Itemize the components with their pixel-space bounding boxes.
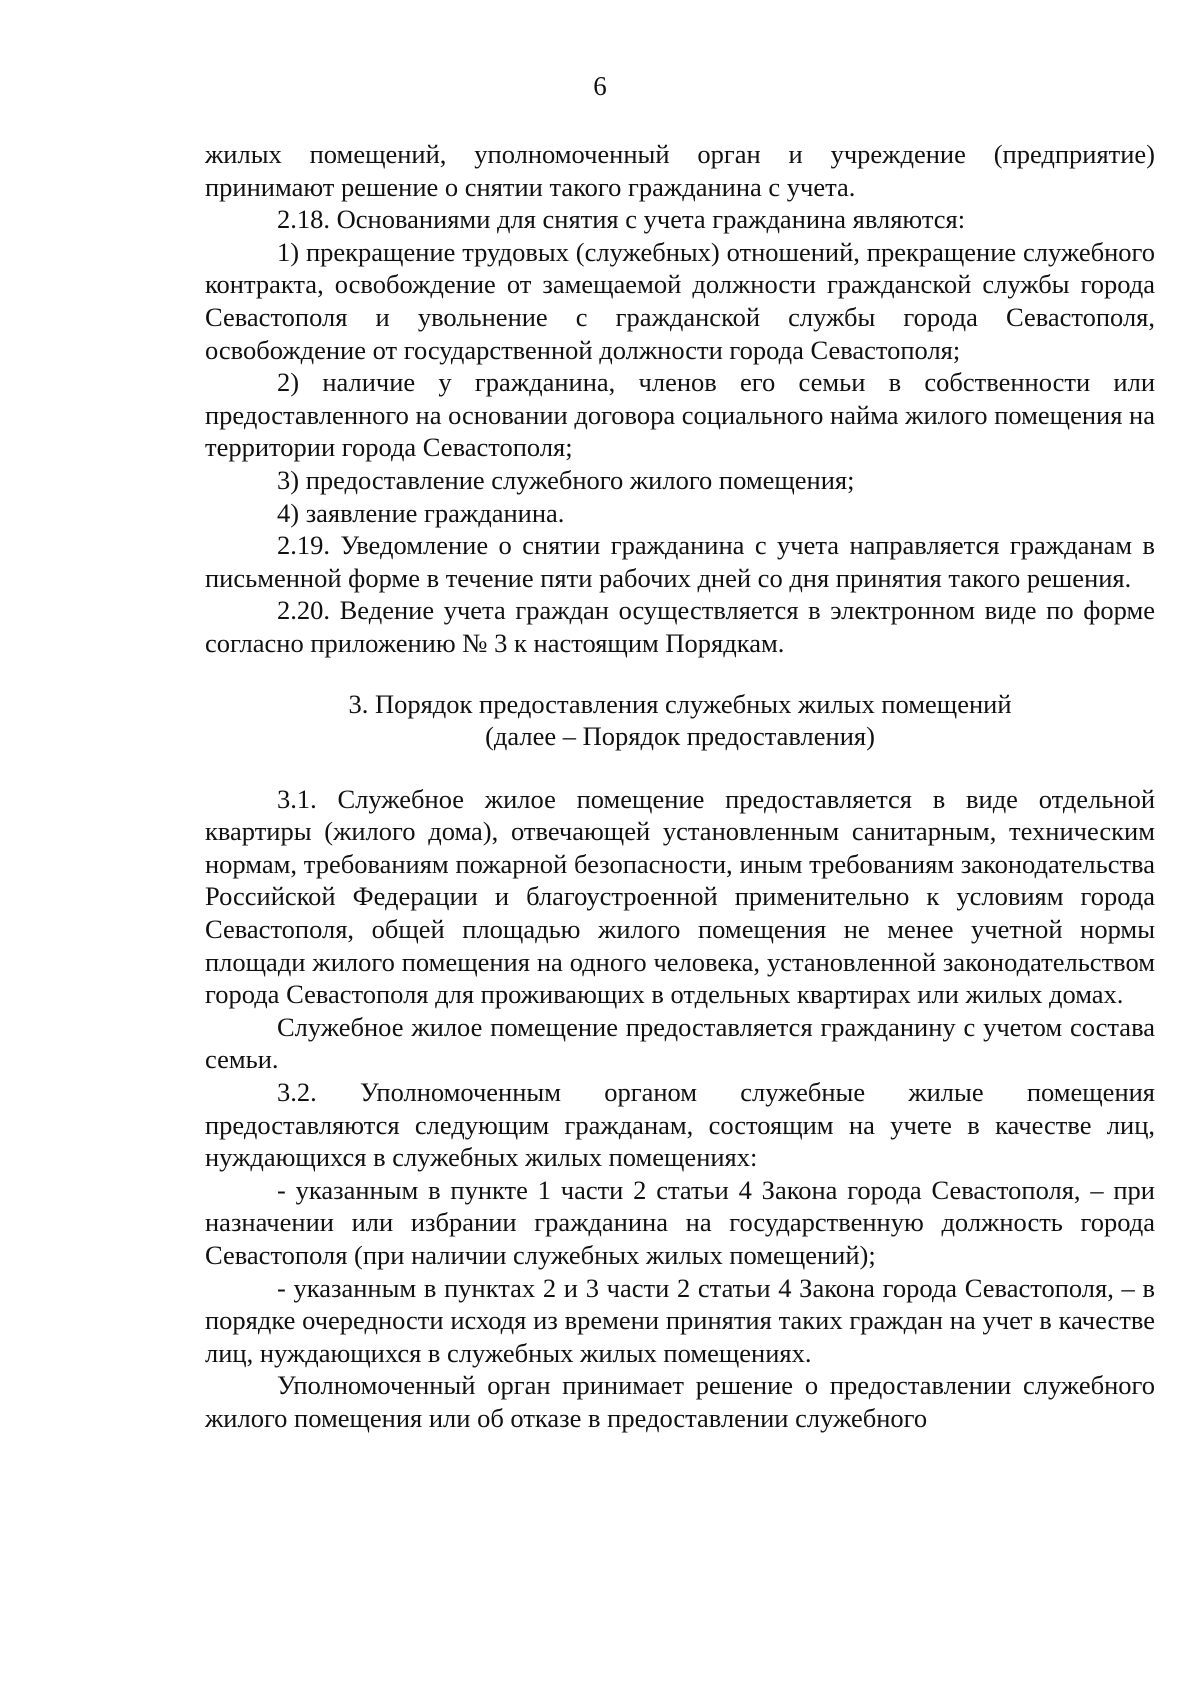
section-heading-subtitle: (далее – Порядок предоставления) [485,721,875,752]
paragraph: 1) прекращение трудовых (служебных) отношений, прекращение служебного контракта, освобождение от замещаемой должности гражданской службы города Севастополя и увольнение с гражданской службы города Севастополя, освобождение от государственной должности города Севастополя; [205,236,1155,365]
paragraph: 4) заявление гражданина. [277,497,565,528]
paragraph: жилых помещений, уполномоченный орган и учреждение (предприятие) принимают решение о снятии такого гражданина с учета. [205,139,1155,202]
paragraph: Служебное жилое помещение предоставляется гражданину с учетом состава семьи. [205,1011,1155,1075]
paragraph: Уполномоченный орган принимает решение о предоставлении служебного жилого помещения или об отказе в предоставлении служебного [205,1370,1155,1433]
paragraph: 2) наличие у гражданина, членов его семьи в собственности или предоставленного на основании договора социального найма жилого помещения на территории города Севастополя; [205,367,1155,463]
paragraph: 2.18. Основаниями для снятия с учета гражданина являются: [277,204,966,235]
paragraph: - указанным в пунктах 2 и 3 части 2 статьи 4 Закона города Севастополя, – в порядке очередности исходя из времени принятия таких граждан на учет в качестве лиц, нуждающихся в служебных жилых помещениях. [205,1272,1155,1368]
paragraph: 3.2. Уполномоченным органом служебные жилые помещения предоставляются следующим гражданам, состоящим на учете в качестве лиц, нуждающихся в служебных жилых помещениях: [205,1077,1155,1173]
section-heading [205,688,1155,753]
paragraph: 3.1. Служебное жилое помещение предоставляется в виде отдельной квартиры (жилого дома), отвечающей установленным санитарным, техническим нормам, требованиям пожарной безопасности, иным требованиям законодательства Российской Федерации и благоустроенной применительно к условиям города Севастополя, общей площадью жилого помещения не менее учетной нормы площади жилого помещения на одного человека, установленной законодательством города Севастополя для проживающих в отдельных квартирах или жилых домах. [205,783,1155,1010]
section-heading-title: 3. Порядок предоставления служебных жилых помещений [348,688,1012,719]
paragraph: - указанным в пункте 1 части 2 статьи 4 Закона города Севастополя, – при назначении или избрании гражданина на государственную должность города Севастополя (при наличии служебных жилых помещений); [205,1174,1155,1270]
paragraph: 3) предоставление служебного жилого помещения; [277,464,855,495]
document-body [205,138,1155,1435]
paragraph: 2.19. Уведомление о снятии гражданина с учета направляется гражданам в письменной форме в течение пяти рабочих дней со дня принятия такого решения. [205,530,1155,593]
page-number: 6 [593,71,607,101]
paragraph: 2.20. Ведение учета граждан осуществляется в электронном виде по форме согласно приложению № 3 к настоящим Порядкам. [205,595,1155,658]
